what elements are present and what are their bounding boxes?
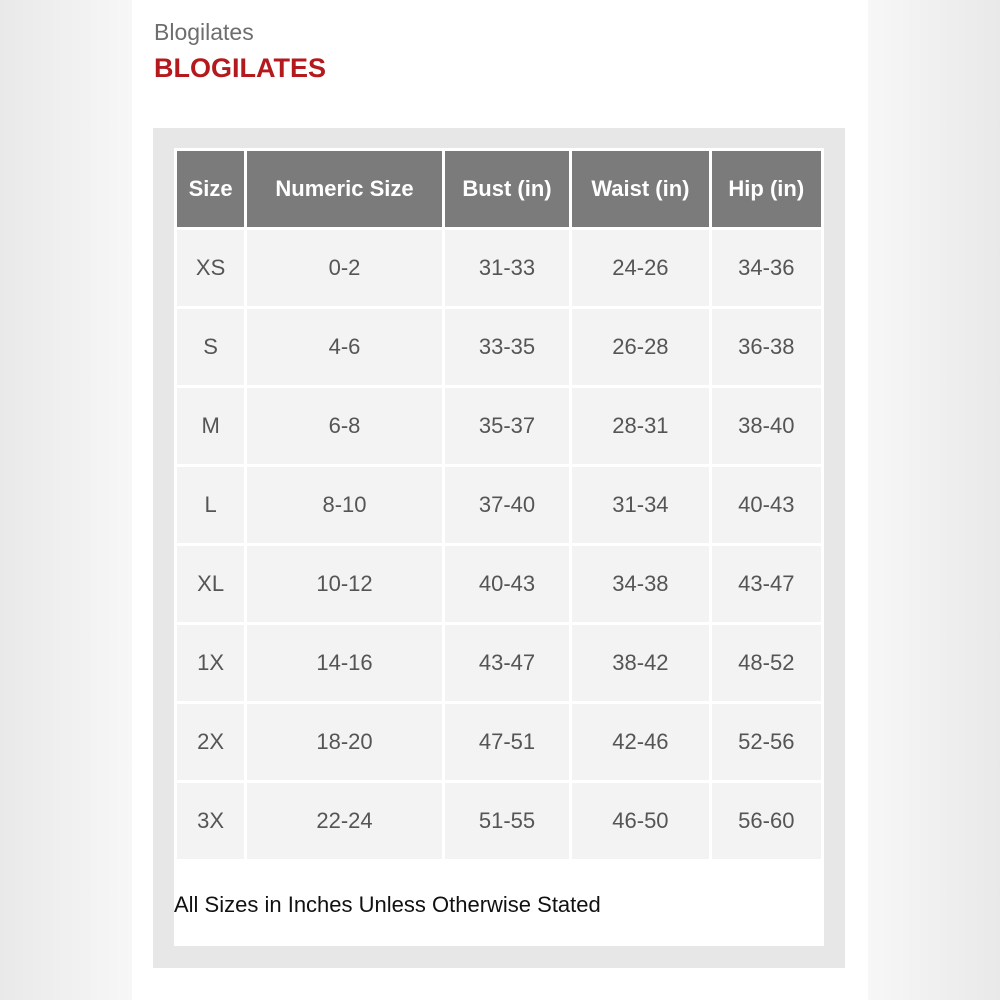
cell-numeric-size: 4-6 xyxy=(247,309,442,385)
cell-bust: 51-55 xyxy=(445,783,569,859)
table-row xyxy=(177,388,821,464)
cell-numeric-size: 10-12 xyxy=(247,546,442,622)
size-chart-frame xyxy=(153,128,845,968)
cell-bust: 33-35 xyxy=(445,309,569,385)
size-chart xyxy=(174,148,824,946)
cell-size: 2X xyxy=(177,704,244,780)
cell-bust: 37-40 xyxy=(445,467,569,543)
table-row xyxy=(177,704,821,780)
page-card xyxy=(132,0,868,1000)
cell-numeric-size: 14-16 xyxy=(247,625,442,701)
table-row xyxy=(177,309,821,385)
brand-name: Blogilates xyxy=(154,19,254,45)
cell-bust: 47-51 xyxy=(445,704,569,780)
cell-waist: 34-38 xyxy=(572,546,708,622)
cell-size: M xyxy=(177,388,244,464)
cell-hip: 52-56 xyxy=(712,704,821,780)
cell-hip: 34-36 xyxy=(712,230,821,306)
cell-size: XS xyxy=(177,230,244,306)
cell-size: L xyxy=(177,467,244,543)
cell-size: 3X xyxy=(177,783,244,859)
cell-waist: 28-31 xyxy=(572,388,708,464)
cell-hip: 40-43 xyxy=(712,467,821,543)
cell-size: XL xyxy=(177,546,244,622)
table-row xyxy=(177,467,821,543)
cell-bust: 40-43 xyxy=(445,546,569,622)
table-row xyxy=(177,625,821,701)
cell-size: S xyxy=(177,309,244,385)
brand-logo-text: BLOGILATES xyxy=(154,53,326,83)
cell-waist: 26-28 xyxy=(572,309,708,385)
column-header-hip: Hip (in) xyxy=(712,151,821,227)
table-row xyxy=(177,546,821,622)
cell-waist: 42-46 xyxy=(572,704,708,780)
cell-waist: 24-26 xyxy=(572,230,708,306)
cell-hip: 38-40 xyxy=(712,388,821,464)
backdrop-left xyxy=(0,0,132,1000)
cell-hip: 48-52 xyxy=(712,625,821,701)
cell-hip: 56-60 xyxy=(712,783,821,859)
cell-waist: 38-42 xyxy=(572,625,708,701)
cell-hip: 43-47 xyxy=(712,546,821,622)
cell-numeric-size: 18-20 xyxy=(247,704,442,780)
cell-bust: 31-33 xyxy=(445,230,569,306)
cell-waist: 46-50 xyxy=(572,783,708,859)
cell-numeric-size: 8-10 xyxy=(247,467,442,543)
cell-bust: 43-47 xyxy=(445,625,569,701)
cell-size: 1X xyxy=(177,625,244,701)
column-header-numeric-size: Numeric Size xyxy=(247,151,442,227)
size-table xyxy=(174,148,824,862)
cell-bust: 35-37 xyxy=(445,388,569,464)
table-header-row xyxy=(177,151,821,227)
column-header-bust: Bust (in) xyxy=(445,151,569,227)
column-header-size: Size xyxy=(177,151,244,227)
cell-waist: 31-34 xyxy=(572,467,708,543)
cell-numeric-size: 22-24 xyxy=(247,783,442,859)
cell-numeric-size: 0-2 xyxy=(247,230,442,306)
column-header-waist: Waist (in) xyxy=(572,151,708,227)
table-row xyxy=(177,230,821,306)
size-chart-footnote: All Sizes in Inches Unless Otherwise Stated xyxy=(174,892,601,917)
table-row xyxy=(177,783,821,859)
backdrop-right xyxy=(868,0,1000,1000)
cell-numeric-size: 6-8 xyxy=(247,388,442,464)
cell-hip: 36-38 xyxy=(712,309,821,385)
